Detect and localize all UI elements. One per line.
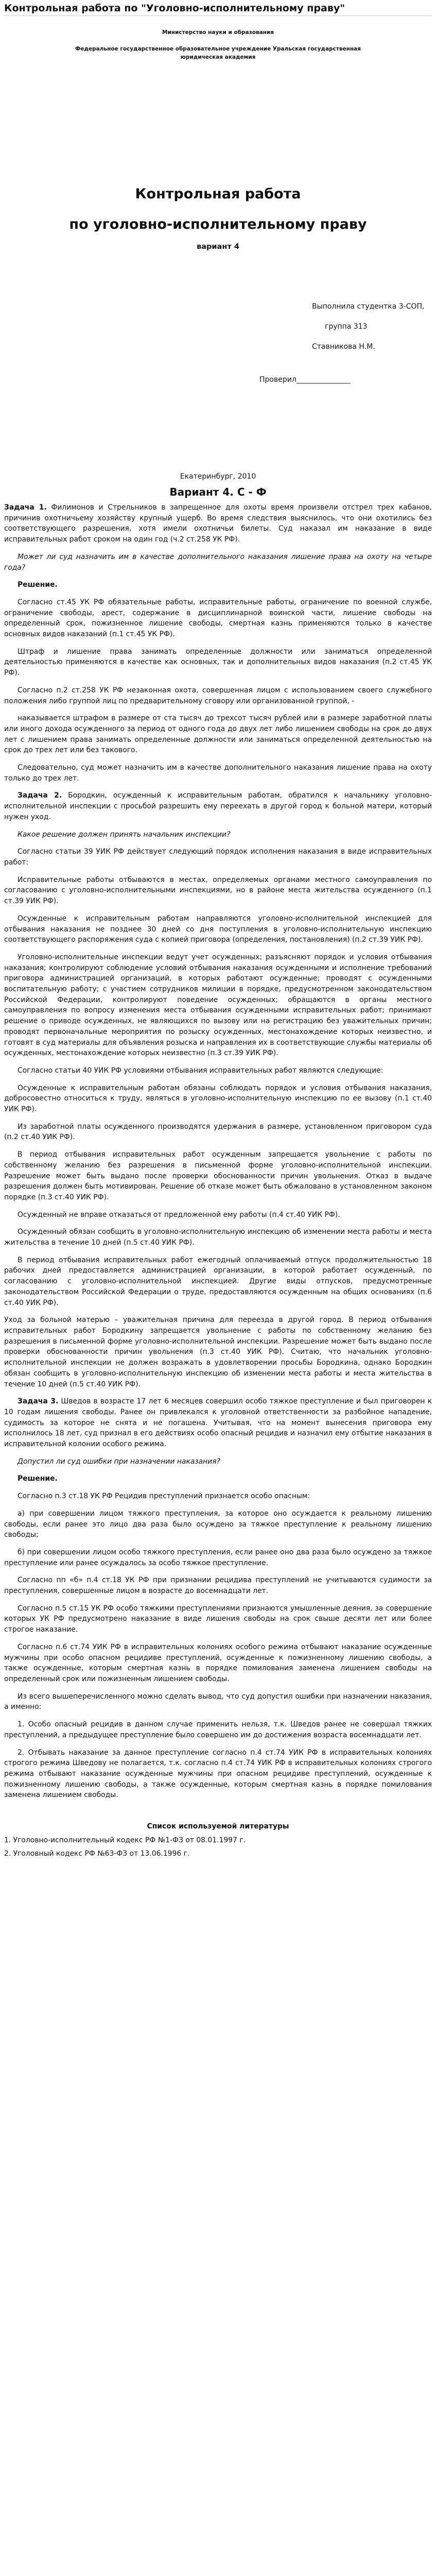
solution-1-conclusion: Следовательно, суд может назначить им в качестве дополнительного наказания лишение права на охоту только до трех лет. [4, 764, 432, 783]
paragraph: Из всего вышеперечисленного можно сделать вывод, что суд допустил ошибки при назначении наказания, а именно: [4, 1692, 432, 1711]
task-3 [4, 1396, 432, 1450]
task-1 [4, 502, 432, 545]
task-2-label: Задача 2. [18, 791, 62, 800]
paragraph: Согласно п.3 ст.18 УК РФ Рецидив преступлений признается особо опасным: [18, 1492, 310, 1501]
paragraph: Осужденные к исправительным работам направляются уголовно-исполнительной инспекцией для отбывания наказания не позднее 30 дней со дня поступления в уголовно-исполнительную инспекцию соответствующего распоряжения суда с копией приговора (определения, постановления) (п.2 ст.39 УИК РФ). [4, 914, 432, 944]
task-3-label: Задача 3. [18, 1397, 59, 1406]
solution-1-heading: Решение. [18, 581, 58, 589]
group-line: группа 313 [325, 323, 368, 331]
student-line: Выполнила студентка 3-СОП, [312, 302, 425, 311]
paragraph: Из заработной платы осужденного производятся удержания в размере, установленном приговором суда (п.2 ст.40 УИК РФ). [4, 1122, 432, 1142]
bibliography-title: Список используемой литературы [147, 1822, 289, 1831]
document-body [4, 502, 432, 1859]
paragraph: В период отбывания исправительных работ ежегодный оплачиваемый отпуск продолжительностью 18 рабочих дней предоставляется администрацией организации, в которой работает осужденный, по согласованию с уголовно-исполнительной инспекцией. Другие виды отпусков, предусмотренные законодательством Российской Федерации о труде, предоставляются осужденным на общих основаниях (п.6 ст.40 УИК РФ). [4, 1256, 432, 1307]
paragraph: 2. Отбывать наказание за данное преступление согласно п.4 ст.74 УИК РФ в исправительных колониях строгого режима Шведову не полагается, т.к. согласно п.4 ст.74 УИК РФ в исправительных колониях строгого режима отбывают наказание осужденные мужчины при опасном рецидиве преступлений, осужденные к пожизненному лишению свободы, а также осужденные, которым смертная казнь в порядке помилования заменена лишением свободы. [4, 1748, 432, 1800]
checker-line: Проверил_______________ [259, 376, 351, 384]
paragraph: Осужденные к исправительным работам обязаны соблюдать порядок и условия отбывания наказания, добросовестно относиться к труду, являться в уголовно-исполнительную инспекцию по ее вызову (п.1 ст.40 УИК РФ). [4, 1083, 432, 1114]
paragraph: Согласно пп «б» п.4 ст.18 УК РФ при признании рецидива преступлений не учитываются судимости за преступления, совершенные лицом в возрасте до восемнадцати лет. [4, 1576, 432, 1596]
city-year: Екатеринбург, 2010 [180, 472, 256, 481]
solution-2-conclusion: Уход за больной матерью – уважительная причина для переезда в другой город. В период отбывания исправительных работ Бородкину запрещается увольнение с работы по собственному желанию без разрешения в письменной форме уголовно-исполнительной инспекции. Разрешение может быть выдано после проверки обоснованности причин увольнения (п.3 ст.40 УИК РФ). Считаю, что начальник уголовно-исполнительной инспекции не должен возражать в удовлетворении просьбы Бородкина, однако Бородкин обязан сообщить в уголовно-исполнительную инспекцию об изменении места работы и места жительства в течение 10 дней (п.5 ст.40 УИК РФ). [4, 1316, 432, 1388]
paragraph: Уголовно-исполнительные инспекции ведут учет осужденных; разъясняют порядок и условия отбывания наказания; контролируют соблюдение условий отбывания наказания осужденными и исполнение требований приговора администрацией организаций, в которых работают осужденные; проводят с осужденными воспитательную работу; с участием сотрудников милиции в порядке, предусмотренном законодательством Российской Федерации, контролируют поведение осужденных; обращаются в органы местного самоуправления по вопросу изменения места отбывания осужденными исправительных работ; принимают решение о приводе осужденных, не являющихся по вызову или на регистрацию без уважительных причин; проводят первоначальные мероприятия по розыску осужденных, местонахождение которых неизвестно, и готовят в суд материалы для объявления розыска и направления их в соответствующие службы материалы об осужденных, местонахождение которых неизвестно (п.3 ст.39 УИК РФ). [4, 953, 432, 1058]
paragraph: 1. Особо опасный рецидив в данном случае применить нельзя, т.к. Шведов ранее не совершал тяжких преступлений, а предыдущее преступление было совершено им до достижения возраста восемнадцати лет. [4, 1720, 432, 1739]
paragraph: а) при совершении лицом тяжкого преступления, за которое оно осуждается к реальному лишению свободы, если ранее это лицо два раза было осуждено за тяжкое преступление к реальному лишению свободы; [4, 1509, 432, 1539]
work-title-line-2: по уголовно-исполнительному праву [69, 216, 367, 232]
bibliography [4, 1821, 432, 1859]
paragraph: Согласно статьи 39 УИК РФ действует следующий порядок исполнения наказания в виде исправительных работ: [4, 848, 432, 867]
author-block [312, 301, 432, 352]
ministry-name: Министерство науки и образования [162, 29, 274, 36]
variant-number: вариант 4 [197, 243, 239, 251]
paragraph: Согласно п.2 ст.258 УК РФ незаконная охота, совершенная лицом с использованием своего служебного положения либо группой лиц по предварительному сговору или организованной группой, - [4, 686, 432, 705]
task-3-question: Допустил ли суд ошибки при назначении наказания? [18, 1457, 220, 1466]
paragraph: Осужденный не вправе отказаться от предложенной ему работы (п.4 ст.40 УИК РФ). [18, 1210, 340, 1219]
bibliography-item: 2. Уголовный кодекс РФ №63-ФЗ от 13.06.1996 г. [4, 1850, 190, 1858]
paragraph: Штраф и лишение права занимать определенные должности или заниматься определенной деятельностью применяются в качестве как основных, так и дополнительных видов наказания (п.2 ст.45 УК РФ). [4, 647, 432, 677]
institution-name: Федеральное государственное образовательное учреждение Уральская государственная юридическая академия [75, 46, 361, 60]
task-1-label: Задача 1. [4, 503, 47, 512]
variant-heading: Вариант 4. С - Ф [169, 486, 267, 498]
work-title-line-1: Контрольная работа [135, 186, 301, 202]
task-2-question: Какое решение должен принять начальник инспекции? [18, 830, 231, 839]
bibliography-item: 1. Уголовно-исполнительный кодекс РФ №1-ФЗ от 08.01.1997 г. [4, 1836, 246, 1844]
task-2 [4, 790, 432, 822]
title-page-header [4, 29, 432, 61]
student-name: Ставникова Н.М. [312, 343, 375, 351]
paragraph: Согласно п.5 ст.15 УК РФ особо тяжкими преступлениями признаются умышленные деяния, за совершение которых УК РФ предусмотрено наказание в виде лишения свободы на срок свыше десяти лет или более строгое наказание. [4, 1604, 432, 1634]
task-1-text: Филимонов и Стрельников в запрещенное для охоты время произвели отстрел трех кабанов, причинив охотничьему хозяйству крупный ущерб. Во время следствия выяснилось, что они охотились без соответствующего разрешения, хотя имели охотничьи билеты. Суд наказал им наказание в виде исправительных работ сроком на один год (ч.2 ст.258 УК РФ). [4, 503, 432, 544]
paragraph: Согласно статьи 40 УИК РФ условиями отбывания исправительных работ являются следующие: [18, 1066, 383, 1075]
paragraph: Согласно ст.45 УК РФ обязательные работы, исправительные работы, ограничение по военной службе, ограничение свободы, арест, содержание в дисциплинарной воинской части, лишение свободы на определенный срок, пожизненное лишение свободы, смертная казнь применяются только в качестве основных видов наказаний (п.1 ст.45 УК РФ). [4, 598, 432, 639]
paragraph: Исправительные работы отбываются в местах, определяемых органами местного самоуправления по согласованию с уголовно-исполнительными инспекциями, но в районе места жительства осужденного (п.1 ст.39 УИК РФ). [4, 875, 432, 906]
page-title: Контрольная работа по "Уголовно-исполнительному праву" [4, 2, 432, 16]
paragraph: В период отбывания исправительных работ осужденным запрещается увольнение с работы по собственному желанию без разрешения в письменной форме уголовно-исполнительной инспекции. Разрешение может быть выдано после проверки обоснованности причин увольнения. Отказ в выдаче разрешения должен быть мотивирован. Решение об отказе может быть обжаловано в установленном законом порядке (п.3 ст.40 УИК РФ). [4, 1150, 432, 1201]
paragraph: Согласно п.6 ст.74 УИК РФ в исправительных колониях особого режима отбывают наказание осужденные мужчины при особо опасном рецидиве преступлений, осужденные к пожизненному лишению свободы, а также осужденные, которым смертная казнь в порядке помилования заменена лишением свободы на определенный срок или пожизненным лишением свободы. [4, 1642, 432, 1683]
task-2-text: Бородкин, осужденный к исправительным работам, обратился к начальнику уголовно-исполнительной инспекции с просьбой разрешить ему переехать в другой город к больной матери, который нужен уход. [4, 791, 432, 821]
task-1-question: Может ли суд назначить им в качестве дополнительного наказания лишение права на охоту на четыре года? [4, 552, 432, 572]
task-3-text: Шведов в возрасте 17 лет 6 месяцев совершил особо тяжкое преступление и был приговорен к 10 годам лишения свободы. Ранее он привлекался к уголовной ответственности за разбойное нападение, судимость за которое не снята и не погашена. Учитывая, что на момент вынесения приговора ему исполнилось 18 лет, суд признал в его действиях особо опасный рецидив и назначил ему отбытие наказания в исправительной колонии особого режима. [4, 1397, 432, 1449]
solution-3-heading: Решение. [18, 1475, 58, 1483]
paragraph: наказывается штрафом в размере от ста тысяч до трехсот тысяч рублей или в размере заработной платы или иного дохода осужденного за период от одного года до двух лет либо лишением свободы на срок до двух лет с лишением права занимать определенные должности или заниматься определенной деятельностью на срок до трех лет или без такового. [4, 714, 432, 755]
paragraph: Осужденный обязан сообщить в уголовно-исполнительную инспекцию об изменении места работы и места жительства в течение 10 дней (п.5 ст.40 УИК РФ). [4, 1228, 432, 1247]
paragraph: б) при совершении лицом особо тяжкого преступления, если ранее оно два раза было осуждено за тяжкое преступление или ранее осуждалось за особо тяжкое преступление. [4, 1548, 432, 1567]
